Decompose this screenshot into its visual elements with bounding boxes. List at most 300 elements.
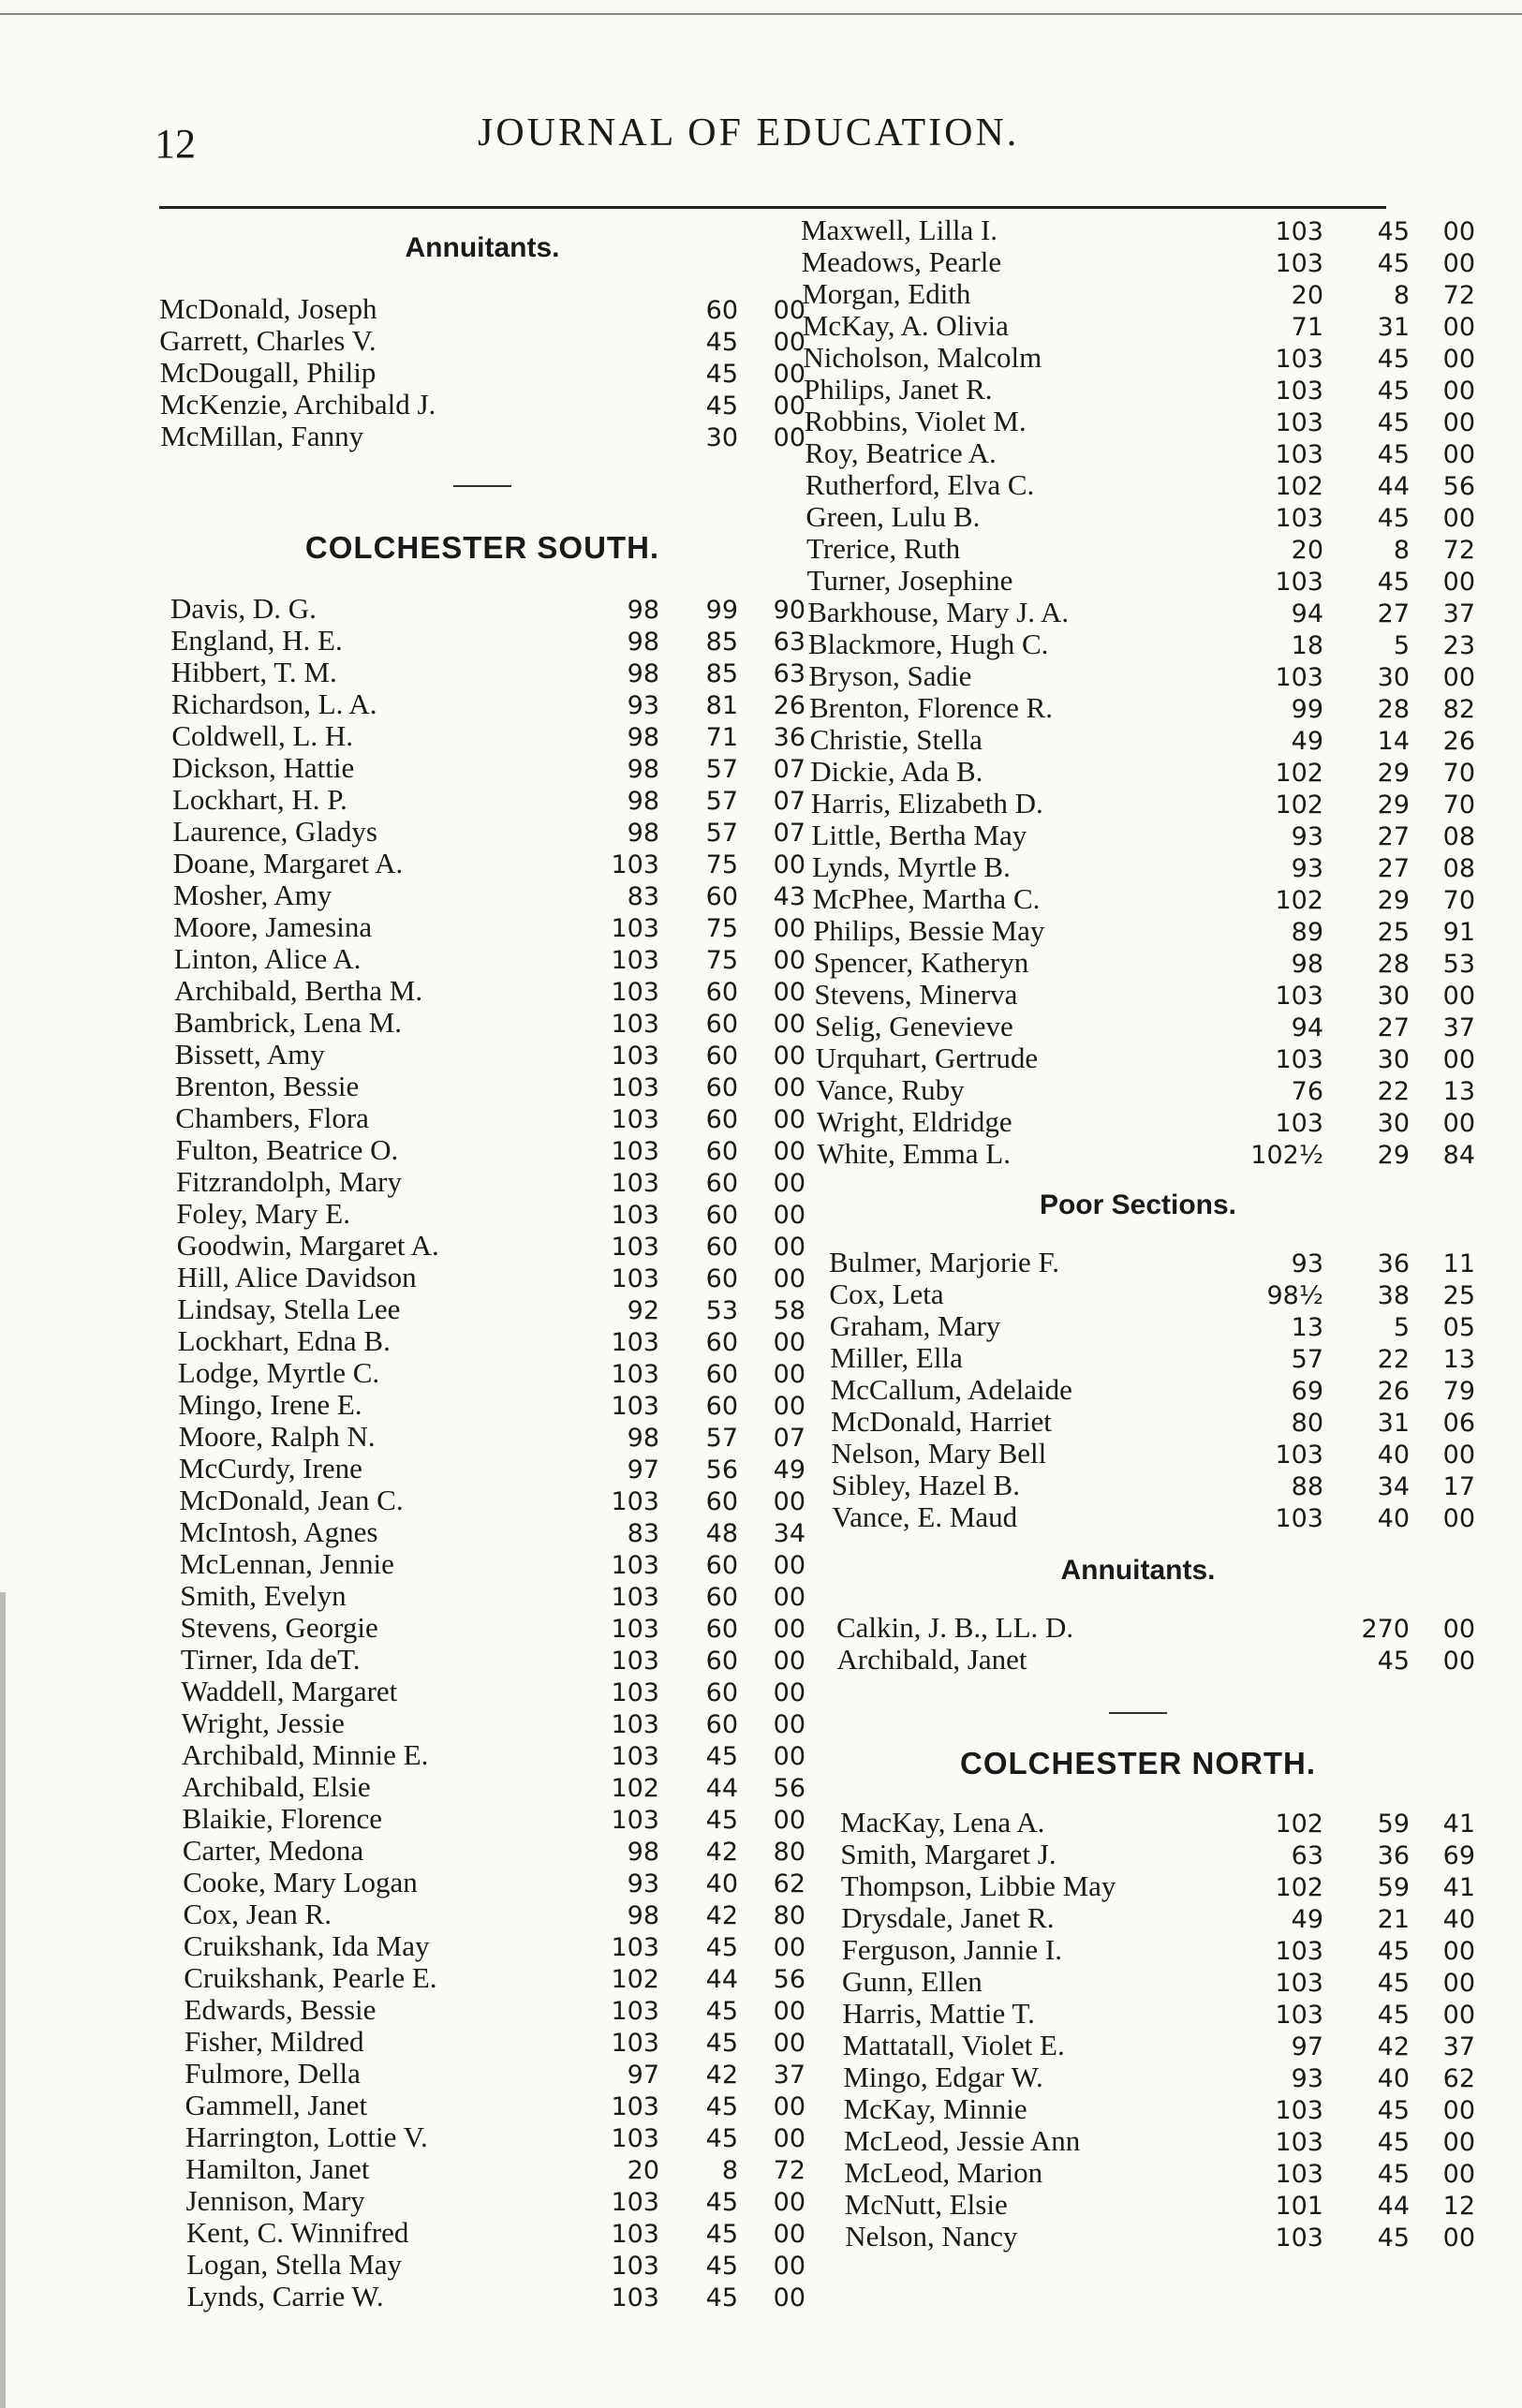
entry-days: 101 [1275,2192,1323,2221]
entry-name: Fisher, Mildred [184,2025,364,2058]
list-item [801,659,1475,691]
entry-days: 83 [627,882,659,911]
entry-cents: 37 [773,2061,805,2090]
entry-dollars: 45 [705,1997,738,2026]
list-item [159,1866,805,1898]
list-item [159,2025,805,2057]
entry-days: 102 [1275,1873,1323,1902]
entry-days: 20 [1291,536,1323,565]
entry-name: Fulmore, Della [185,2057,361,2090]
list-item [801,214,1475,245]
entry-cents: 00 [773,1678,805,1707]
entry-dollars: 60 [705,1105,738,1134]
entry-days: 103 [1275,982,1323,1011]
entry-dollars: 28 [1377,695,1410,724]
list-item [801,468,1475,500]
entry-name: Vance, Ruby [816,1073,965,1106]
list-item [801,596,1475,628]
list-item [801,755,1475,787]
entry-days: 76 [1291,1077,1323,1106]
entry-name: Bryson, Sadie [808,659,972,692]
entry-name: England, H. E. [170,624,343,657]
list-item [801,1405,1475,1437]
entry-cents: 00 [773,1583,805,1612]
entry-days: 103 [611,1201,659,1230]
entry-days: 93 [1291,854,1323,883]
list-item [801,373,1475,405]
entry-days: 98 [627,1838,659,1867]
entry-cents: 00 [1442,1109,1475,1138]
list-item [801,1500,1475,1532]
entry-name: Mattatall, Violet E. [842,2029,1065,2061]
entry-dollars: 75 [705,946,738,975]
entry-cents: 00 [1442,982,1475,1011]
entry-cents: 00 [773,1233,805,1262]
entry-name: Blaikie, Florence [182,1802,383,1835]
list-item [159,847,805,879]
entry-name: Coldwell, L. H. [171,719,354,752]
entry-days: 103 [611,850,659,879]
entry-dollars: 60 [705,1169,738,1198]
entry-dollars: 45 [1377,217,1410,246]
entry-days: 103 [1275,1937,1323,1966]
entry-name: Ferguson, Jannie I. [841,1933,1062,1966]
entry-dollars: 60 [705,1233,738,1262]
list-item [801,309,1475,341]
entry-dollars: 75 [705,914,738,943]
entry-days: 103 [611,1933,659,1962]
list-item [801,2061,1475,2092]
list-item [159,1611,805,1643]
entry-days: 103 [1275,1045,1323,1074]
entry-days: 93 [1291,1249,1323,1278]
entry-cents: 00 [773,1264,805,1293]
list-item [159,751,805,783]
entry-name: Bissett, Amy [174,1038,325,1071]
entry-days: 103 [1275,249,1323,278]
list-item [159,2057,805,2089]
entry-name: Archibald, Elsie [182,1770,371,1803]
entry-dollars: 45 [1377,1937,1410,1966]
entry-dollars: 45 [705,2124,738,2153]
section-divider [453,485,511,487]
list-item [159,1261,805,1293]
entry-dollars: 8 [721,2156,738,2185]
entry-dollars: 60 [705,1264,738,1293]
entry-cents: 00 [773,1073,805,1102]
entry-name: Wright, Eldridge [816,1105,1012,1138]
entry-days: 13 [1291,1313,1323,1342]
entry-dollars: 30 [1377,1045,1410,1074]
list-item [801,500,1475,532]
entry-name: Dickson, Hattie [171,751,355,784]
entry-days: 103 [611,1392,659,1421]
entry-dollars: 71 [705,723,738,752]
entry-dollars: 45 [705,1806,738,1835]
entry-cents: 00 [1442,408,1475,437]
list-item [159,324,805,356]
entry-days: 103 [1275,2160,1323,2189]
list-item [801,1437,1475,1469]
list-item [159,910,805,942]
entry-days: 102 [1275,472,1323,501]
entry-name: Lockhart, H. P. [171,783,347,816]
entry-dollars: 40 [705,1869,738,1898]
list-item [801,436,1475,468]
entry-days: 103 [1275,2223,1323,2253]
entry-name: Hill, Alice Davidson [176,1261,417,1293]
entry-name: McDonald, Jean C. [179,1484,404,1516]
entry-cents: 13 [1442,1077,1475,1106]
entry-dollars: 31 [1377,313,1410,342]
entry-days: 98 [627,596,659,625]
list-item [801,564,1475,596]
entry-name: McPhee, Martha C. [812,882,1041,915]
list-item [159,1070,805,1101]
list-item [159,1898,805,1929]
entry-cents: 00 [773,1105,805,1134]
list-item [801,946,1475,978]
entry-days: 102 [1275,790,1323,820]
entry-cents: 41 [1442,1810,1475,1839]
entry-cents: 70 [1442,759,1475,788]
entry-days: 89 [1291,918,1323,947]
entry-cents: 34 [773,1519,805,1548]
entry-name: Cox, Jean R. [183,1898,332,1930]
entry-cents: 00 [773,2188,805,2217]
entry-cents: 00 [773,1392,805,1421]
entry-days: 103 [611,1010,659,1039]
list-item [801,2124,1475,2156]
entry-name: Cruikshank, Ida May [183,1929,430,1962]
entry-days: 103 [611,1806,659,1835]
entry-cents: 00 [773,850,805,879]
entry-dollars: 27 [1377,1013,1410,1042]
entry-dollars: 40 [1377,1504,1410,1533]
continued-list [801,214,1475,1169]
entry-cents: 08 [1442,854,1475,883]
entry-days: 98 [627,1424,659,1453]
list-item [801,1010,1475,1041]
entry-name: Blackmore, Hugh C. [807,628,1049,660]
top-edge-line [0,13,1522,15]
list-item [159,1101,805,1133]
entry-cents: 00 [773,1806,805,1835]
entry-days: 98 [627,628,659,657]
entry-cents: 70 [1442,790,1475,820]
entry-name: Mosher, Amy [172,879,332,911]
entry-name: McIntosh, Agnes [179,1515,378,1548]
entry-name: McKenzie, Archibald J. [159,388,436,421]
entry-name: Robbins, Violet M. [804,405,1027,437]
entry-dollars: 29 [1377,886,1410,915]
entry-dollars: 45 [705,2252,738,2281]
entry-name: Stevens, Georgie [180,1611,378,1644]
entry-days: 98 [627,787,659,816]
entry-days: 98 [627,723,659,752]
list-item [801,245,1475,277]
list-item [801,2156,1475,2188]
entry-days: 103 [611,914,659,943]
entry-days: 103 [611,1487,659,1516]
list-item [801,2029,1475,2061]
right-annuitants-heading: Annuitants. [1060,1555,1216,1586]
entry-cents: 00 [773,914,805,943]
entry-cents: 00 [1442,568,1475,597]
entry-name: Carter, Medona [182,1834,364,1867]
entry-dollars: 60 [705,1073,738,1102]
entry-dollars: 85 [705,628,738,657]
entry-days: 102 [1275,759,1323,788]
entry-cents: 00 [1442,663,1475,692]
list-item [159,2248,805,2280]
entry-days: 103 [1275,2128,1323,2157]
list-item [801,1838,1475,1869]
entry-name: Calkin, J. B., LL. D. [836,1611,1074,1644]
entry-name: Chambers, Flora [175,1101,369,1134]
entry-name: Tirner, Ida deT. [180,1643,361,1676]
list-item [159,719,805,751]
entry-days: 102½ [1250,1141,1323,1170]
right-column [801,214,1475,2252]
entry-dollars: 45 [705,2220,738,2249]
entry-dollars: 45 [1377,2223,1410,2253]
left-annuitants-list [159,292,805,451]
entry-dollars: 27 [1377,822,1410,851]
entry-days: 103 [611,2092,659,2121]
entry-cents: 00 [773,1010,805,1039]
entry-cents: 11 [1442,1249,1475,1278]
entry-cents: 08 [1442,822,1475,851]
entry-dollars: 60 [705,1010,738,1039]
entry-dollars: 60 [705,1647,738,1676]
entry-dollars: 45 [705,2092,738,2121]
entry-name: Bambrick, Lena M. [174,1006,403,1039]
entry-days: 57 [1291,1345,1323,1374]
entry-dollars: 60 [705,1615,738,1644]
list-item [159,1515,805,1547]
entry-cents: 00 [1442,1647,1475,1676]
entry-cents: 56 [1442,472,1475,501]
entry-dollars: 40 [1377,1440,1410,1470]
entry-name: Logan, Stella May [186,2248,403,2281]
entry-cents: 00 [773,1742,805,1771]
entry-dollars: 8 [1393,281,1410,310]
entry-name: Green, Lulu B. [805,500,981,533]
entry-cents: 00 [1442,249,1475,278]
list-item [801,1373,1475,1405]
list-item [159,624,805,656]
entry-cents: 00 [773,2124,805,2153]
entry-cents: 00 [1442,1937,1475,1966]
entry-name: Dickie, Ada B. [810,755,983,788]
list-item [801,1869,1475,1901]
list-item [159,687,805,719]
entry-name: McNutt, Elsie [844,2188,1008,2221]
entry-days: 99 [1291,695,1323,724]
entry-cents: 25 [1442,1281,1475,1310]
entry-dollars: 45 [1377,1647,1410,1676]
entry-name: McCallum, Adelaide [830,1373,1072,1406]
entry-days: 103 [1275,377,1323,406]
list-item [159,2216,805,2248]
entry-cents: 40 [1442,1905,1475,1934]
entry-days: 103 [1275,1109,1323,1138]
entry-cents: 00 [1442,345,1475,374]
list-item [801,1611,1475,1643]
entry-days: 103 [611,1615,659,1644]
entry-days: 88 [1291,1472,1323,1501]
entry-dollars: 5 [1393,631,1410,660]
entry-cents: 00 [773,1137,805,1166]
entry-days: 49 [1291,1905,1323,1934]
entry-days: 103 [1275,2001,1323,2030]
list-item [801,1137,1475,1169]
entry-name: Lodge, Myrtle C. [177,1356,380,1389]
list-item [801,1643,1475,1675]
entry-days: 103 [611,2220,659,2249]
entry-cents: 00 [773,1647,805,1676]
entry-cents: 00 [773,1710,805,1739]
entry-name: Sibley, Hazel B. [831,1469,1020,1501]
binding-edge [0,1592,6,2408]
list-item [801,1341,1475,1373]
entry-name: Lindsay, Stella Lee [177,1293,401,1325]
entry-days: 103 [611,1710,659,1739]
entry-name: Barkhouse, Mary J. A. [807,596,1070,628]
entry-name: Meadows, Pearle [801,245,1002,278]
entry-days: 103 [611,2252,659,2281]
entry-cents: 79 [1442,1377,1475,1406]
entry-dollars: 60 [705,1710,738,1739]
entry-days: 103 [1275,1504,1323,1533]
list-item [159,1229,805,1261]
entry-dollars: 42 [705,1901,738,1930]
entry-dollars: 60 [705,1360,738,1389]
entry-cents: 37 [1442,1013,1475,1042]
entry-days: 63 [1291,1841,1323,1870]
entry-dollars: 99 [705,596,738,625]
entry-name: Cruikshank, Pearle E. [184,1961,437,1994]
entry-dollars: 59 [1377,1810,1410,1839]
entry-name: Davis, D. G. [170,592,317,625]
list-item [159,2152,805,2184]
entry-days: 94 [1291,1013,1323,1042]
entry-cents: 00 [773,1933,805,1962]
entry-name: Bulmer, Marjorie F. [829,1246,1059,1278]
list-item [159,815,805,847]
entry-dollars: 28 [1377,950,1410,979]
entry-name: Harris, Elizabeth D. [810,787,1043,820]
entry-cents: 00 [773,360,805,389]
list-item [159,656,805,687]
poor-sections-list [801,1246,1475,1532]
list-item [159,356,805,388]
list-item [801,723,1475,755]
list-item [801,1901,1475,1933]
entry-dollars: 53 [705,1296,738,1325]
entry-cents: 62 [773,1869,805,1898]
entry-days: 97 [627,1455,659,1485]
list-item [159,1197,805,1229]
entry-name: Vance, E. Maud [832,1500,1018,1533]
entry-dollars: 42 [1377,2032,1410,2061]
entry-dollars: 45 [1377,2160,1410,2189]
entry-days: 103 [1275,345,1323,374]
entry-days: 103 [1275,440,1323,469]
entry-name: Archibald, Janet [836,1643,1027,1676]
entry-cents: 00 [1442,2128,1475,2157]
entry-days: 93 [1291,2064,1323,2093]
entry-name: McDougall, Philip [159,356,377,389]
entry-dollars: 14 [1377,727,1410,756]
entry-cents: 00 [773,328,805,357]
entry-days: 103 [1275,2096,1323,2125]
entry-dollars: 60 [705,882,738,911]
entry-cents: 43 [773,882,805,911]
left-column [159,217,805,2312]
entry-name: McLeod, Jessie Ann [844,2124,1081,2157]
list-item [159,1643,805,1675]
entry-cents: 00 [773,1360,805,1389]
list-item [159,1547,805,1579]
entry-cents: 00 [773,1487,805,1516]
entry-dollars: 44 [1377,472,1410,501]
list-item [159,1579,805,1611]
list-item [801,819,1475,850]
entry-days: 49 [1291,727,1323,756]
entry-days: 103 [1275,1969,1323,1998]
entry-dollars: 45 [1377,2001,1410,2030]
entry-dollars: 44 [705,1965,738,1994]
entry-days: 103 [611,1137,659,1166]
entry-name: Archibald, Bertha M. [173,974,423,1007]
entry-cents: 37 [1442,2032,1475,2061]
entry-cents: 00 [773,1041,805,1071]
entry-cents: 72 [773,2156,805,2185]
entry-cents: 00 [773,1551,805,1580]
entry-cents: 00 [773,1997,805,2026]
entry-dollars: 56 [705,1455,738,1485]
colchester-north-list [801,1806,1475,2252]
entry-dollars: 29 [1377,759,1410,788]
entry-name: Fulton, Beatrice O. [175,1133,399,1166]
entry-dollars: 40 [1377,2064,1410,2093]
entry-name: Turner, Josephine [806,564,1013,597]
entry-days: 103 [611,2124,659,2153]
entry-days: 71 [1291,313,1323,342]
entry-name: Urquhart, Gertrude [815,1041,1039,1074]
entry-cents: 58 [773,1296,805,1325]
entry-dollars: 60 [705,1137,738,1166]
list-item [801,1469,1475,1500]
entry-name: Mingo, Irene E. [178,1388,362,1421]
entry-dollars: 60 [705,296,738,325]
entry-days: 103 [611,1360,659,1389]
list-item [159,1802,805,1834]
entry-cents: 00 [773,391,805,421]
entry-days: 83 [627,1519,659,1548]
entry-dollars: 57 [705,1424,738,1453]
entry-dollars: 44 [705,1774,738,1803]
entry-dollars: 30 [1377,1109,1410,1138]
list-item [159,1006,805,1038]
entry-dollars: 57 [705,819,738,848]
entry-cents: 06 [1442,1409,1475,1438]
entry-days: 103 [611,1233,659,1262]
entry-name: Brenton, Florence R. [809,691,1054,724]
entry-days: 103 [611,1742,659,1771]
